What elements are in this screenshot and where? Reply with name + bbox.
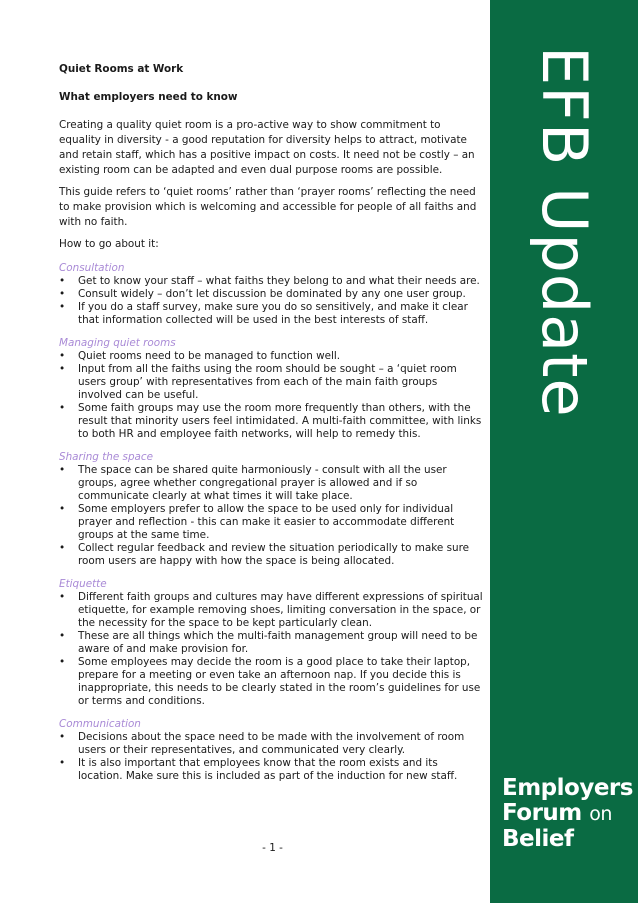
list-item	[59, 731, 484, 757]
document-title: Quiet Rooms at Work	[59, 63, 184, 75]
bullet-icon: •	[59, 288, 66, 300]
list-item-text: Some employees may decide the room is a good place to take their laptop, prepare for a meeting or even take an afternoon nap. If you decide this is inappropriate, this needs to be clearly stated in the room’s guidelines for use or terms and conditions.	[78, 656, 481, 707]
list-item	[59, 363, 484, 402]
bullet-icon: •	[59, 542, 66, 554]
scope-paragraph: This guide refers to ‘quiet rooms’ rather than ‘prayer rooms’ reflecting the need to make provision which is welcoming and accessible for people of all faiths and with no faith.	[59, 186, 477, 228]
section-heading: Etiquette	[59, 578, 107, 590]
logo-word-on: on	[589, 803, 612, 825]
list-item-text: Some employers prefer to allow the space to be used only for individual prayer and reflection - this can make it easier to accommodate different groups at the same time.	[78, 503, 455, 541]
document-subtitle: What employers need to know	[59, 91, 238, 103]
section-heading: Managing quiet rooms	[59, 337, 176, 349]
list-item-text: Collect regular feedback and review the situation periodically to make sure room users are happy with how the space is being allocated.	[78, 542, 470, 567]
bullet-list	[59, 731, 484, 783]
main-content	[59, 62, 484, 783]
page-number: - 1 -	[262, 842, 283, 854]
list-item-text: Decisions about the space need to be made with the involvement of room users or their representatives, and communicated very clearly.	[78, 731, 465, 756]
logo-word-employers: Employers	[502, 775, 633, 801]
list-item	[59, 503, 484, 542]
section-heading: Sharing the space	[59, 451, 154, 463]
bullet-icon: •	[59, 757, 66, 769]
logo-word-forum: Forum	[502, 800, 582, 826]
bullet-list	[59, 464, 484, 568]
list-item-text: Quiet rooms need to be managed to function well.	[78, 350, 341, 362]
list-item-text: Consult widely – don’t let discussion be dominated by any one user group.	[78, 288, 466, 300]
bullet-icon: •	[59, 301, 66, 313]
list-item	[59, 288, 484, 301]
employers-forum-on-belief-logo	[502, 776, 633, 852]
bullet-icon: •	[59, 402, 66, 414]
logo-line-forum	[502, 801, 633, 827]
list-item	[59, 350, 484, 363]
list-item	[59, 275, 484, 288]
list-item	[59, 630, 484, 656]
section-managing-quiet-rooms	[59, 337, 484, 441]
bullet-list	[59, 275, 484, 327]
list-item-text: These are all things which the multi-faith management group will need to be aware of and make provision for.	[78, 630, 478, 655]
bullet-icon: •	[59, 464, 66, 476]
logo-word-belief: Belief	[502, 826, 574, 852]
bullet-icon: •	[59, 591, 66, 603]
section-sharing-the-space	[59, 451, 484, 568]
list-item-text: If you do a staff survey, make sure you do so sensitively, and make it clear that information collected will be used in the best interests of staff.	[78, 301, 468, 326]
list-item	[59, 464, 484, 503]
bullet-icon: •	[59, 363, 66, 375]
list-item	[59, 301, 484, 327]
bullet-icon: •	[59, 731, 66, 743]
section-etiquette	[59, 578, 484, 708]
section-heading: Communication	[59, 718, 141, 730]
section-heading: Consultation	[59, 262, 125, 274]
list-item	[59, 542, 484, 568]
list-item	[59, 591, 484, 630]
list-item-text: Input from all the faiths using the room should be sought – a ‘quiet room users group’ with representatives from each of the main faith groups involved can be useful.	[78, 363, 457, 401]
how-to-paragraph: How to go about it:	[59, 238, 159, 250]
green-sidebar	[490, 0, 638, 903]
bullet-icon: •	[59, 350, 66, 362]
list-item-text: Different faith groups and cultures may have different expressions of spiritual etiquette, for example removing shoes, limiting conversation in the space, or the necessity for the space to be kept particularly clean.	[78, 591, 483, 629]
list-item-text: It is also important that employees know that the room exists and its location. Make sure this is included as part of the induction for new staff.	[78, 757, 458, 782]
bullet-icon: •	[59, 503, 66, 515]
list-item	[59, 757, 484, 783]
bullet-list	[59, 591, 484, 708]
section-communication	[59, 718, 484, 783]
bullet-icon: •	[59, 656, 66, 668]
list-item	[59, 656, 484, 708]
bullet-icon: •	[59, 275, 66, 287]
intro-paragraph: Creating a quality quiet room is a pro-active way to show commitment to equality in diversity - a good reputation for diversity helps to attract, motivate and retain staff, which has a positive impact on costs. It need not be costly – an existing room can be adapted and even dual purpose rooms are possible.	[59, 119, 475, 176]
efb-update-title: EFB Update	[528, 46, 601, 418]
section-consultation	[59, 262, 484, 327]
list-item-text: Some faith groups may use the room more frequently than others, with the result that minority users feel intimidated. A multi-faith committee, with links to both HR and employee faith networks, will help to remedy this.	[78, 402, 482, 440]
list-item-text: The space can be shared quite harmoniously - consult with all the user groups, agree whether congregational prayer is allowed and if so communicate clearly at what times it will take place.	[78, 464, 447, 502]
bullet-icon: •	[59, 630, 66, 642]
list-item	[59, 402, 484, 441]
bullet-list	[59, 350, 484, 441]
list-item-text: Get to know your staff – what faiths they belong to and what their needs are.	[78, 275, 480, 287]
